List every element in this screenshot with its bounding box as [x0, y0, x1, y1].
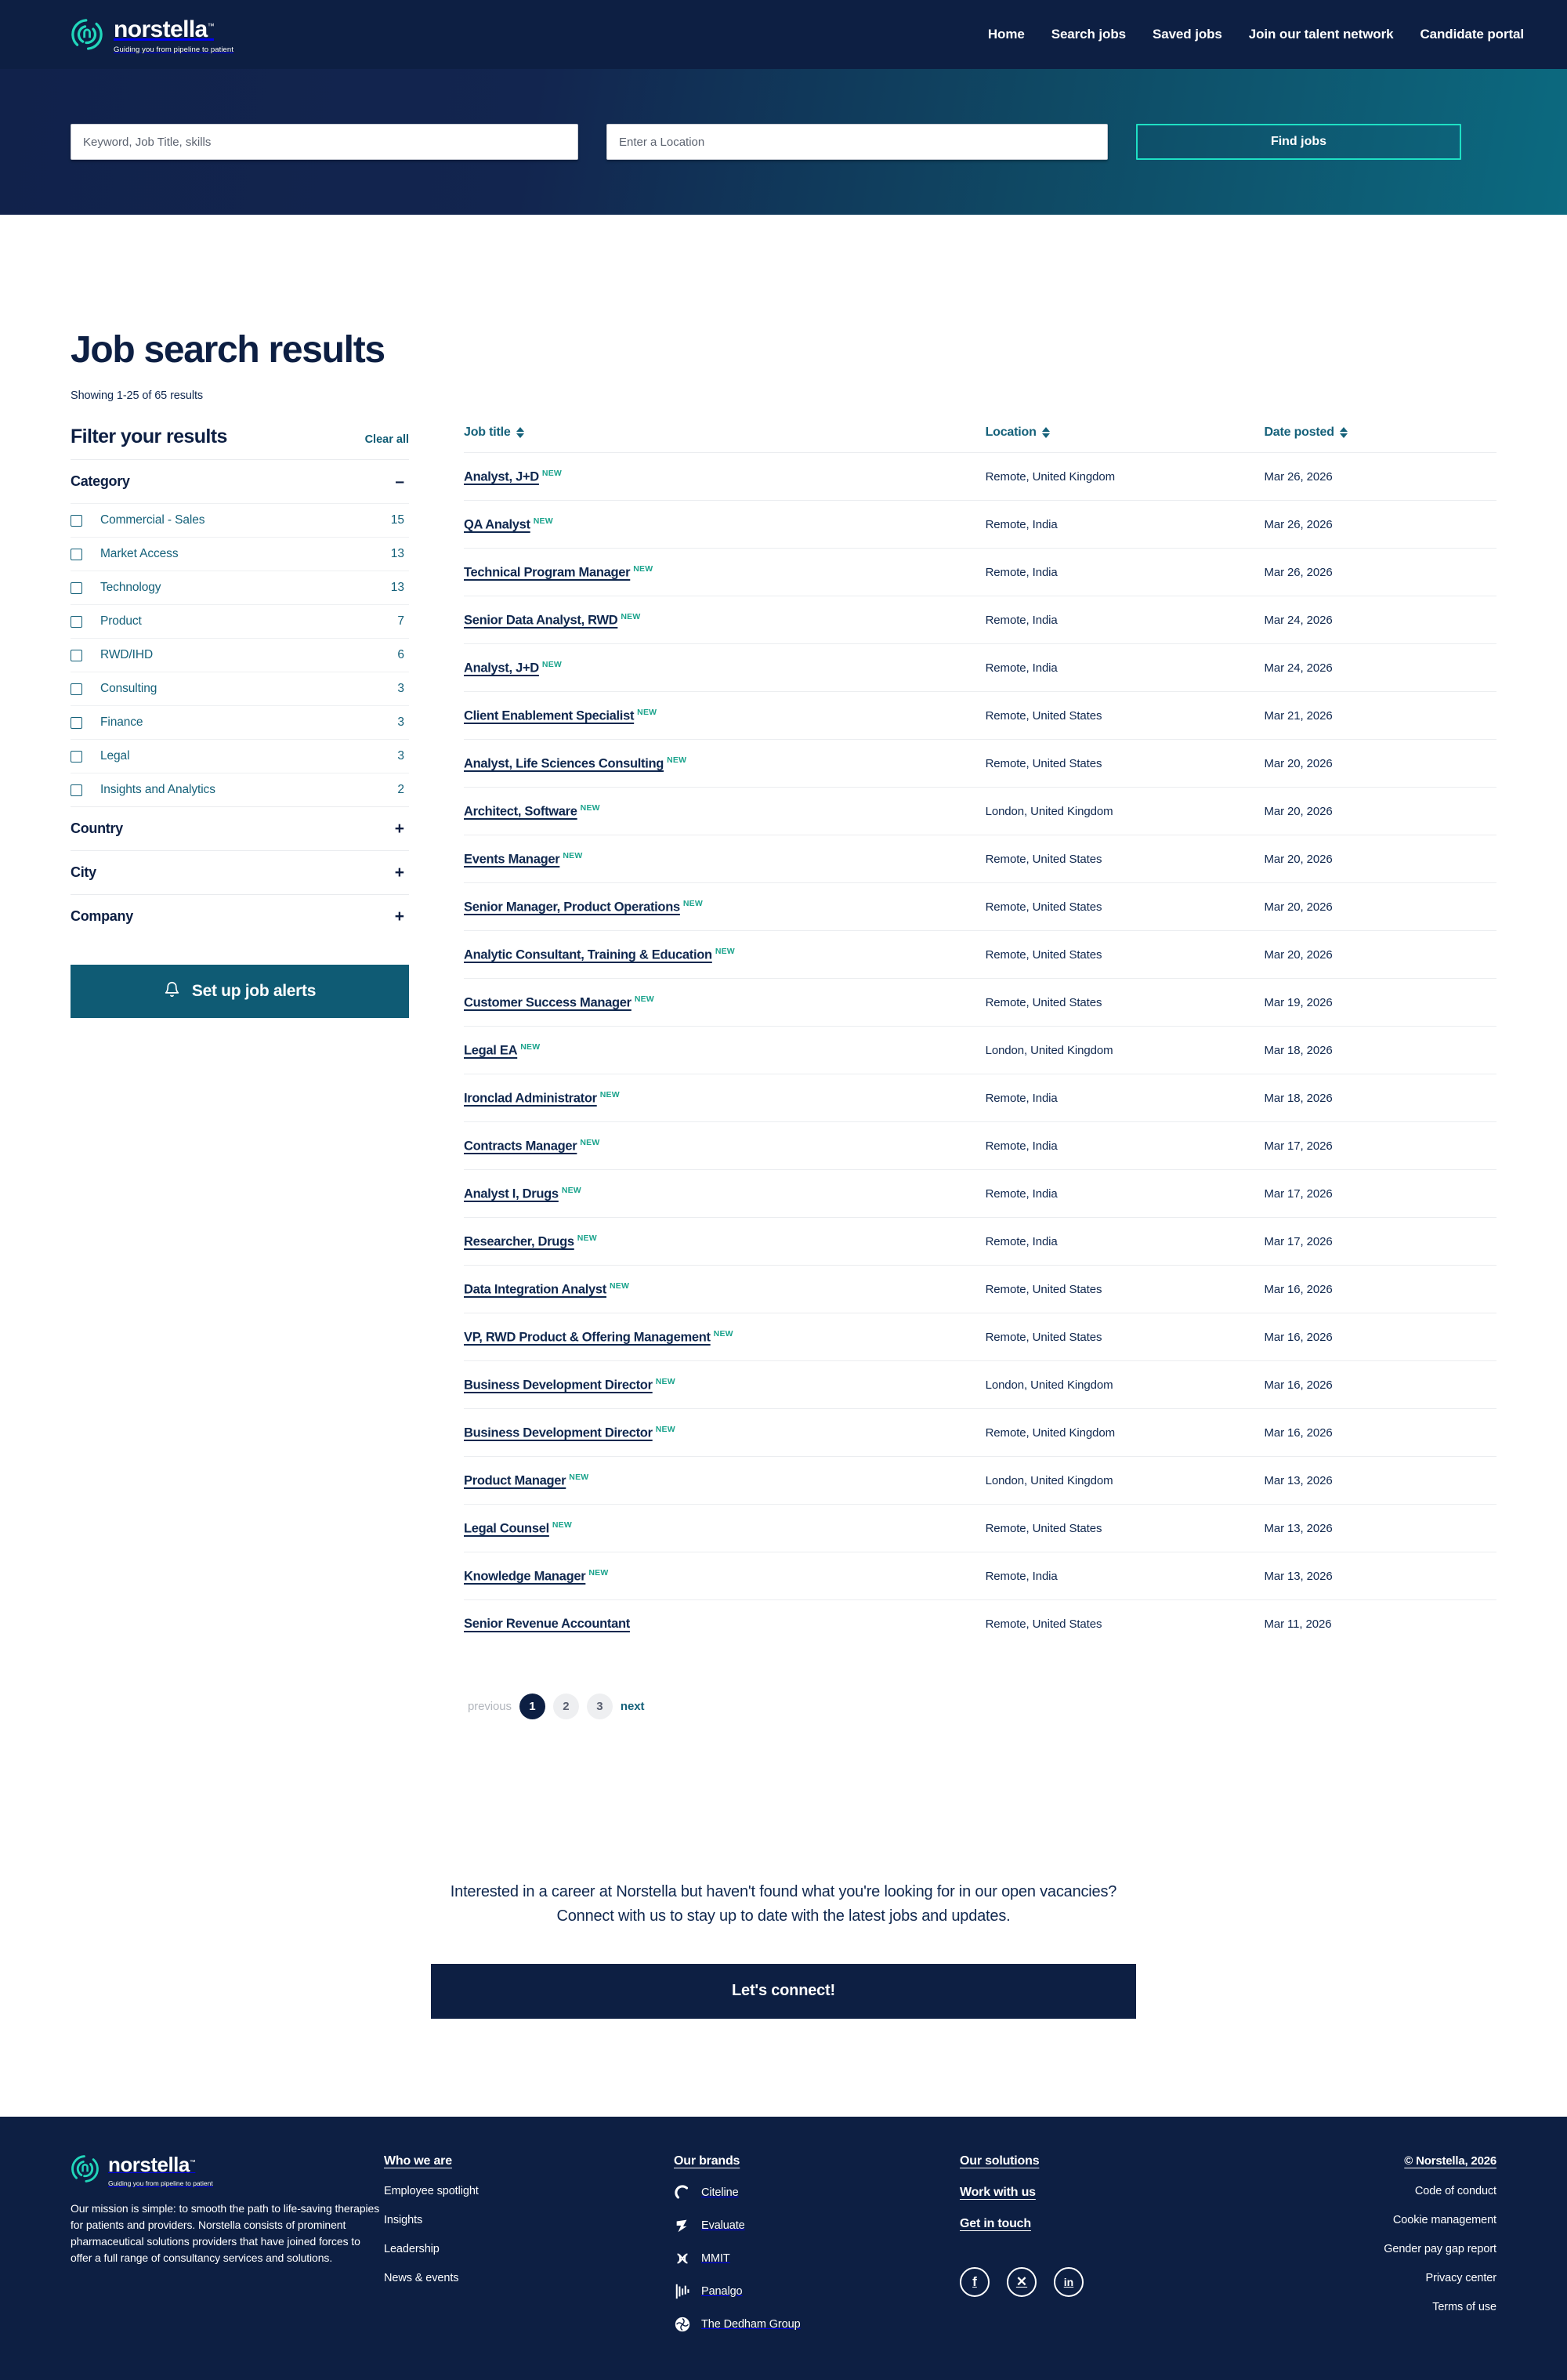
facet-option-rwd-ihd[interactable]: [71, 638, 409, 672]
cell-date-posted: Mar 17, 2026: [1264, 1218, 1496, 1266]
category-options-list: [71, 503, 409, 806]
facet-option-count: 13: [390, 547, 404, 560]
cell-date-posted: Mar 18, 2026: [1264, 1074, 1496, 1122]
job-title-link[interactable]: Events Manager: [464, 852, 560, 867]
table-row: [464, 835, 1496, 883]
job-title-link[interactable]: Legal Counsel: [464, 1521, 549, 1536]
lets-connect-button[interactable]: Let's connect!: [431, 1964, 1136, 2019]
cell-location: Remote, India: [986, 549, 1265, 596]
cell-job-title: [464, 740, 986, 788]
cell-date-posted: Mar 26, 2026: [1264, 549, 1496, 596]
footer-mission-text: Our mission is simple: to smooth the path to life-saving therapies for patients and providers. Norstella consists of prominent pharmaceutical solutions providers that have joined forces to offer a full range of consultancy services and solutions.: [71, 2201, 380, 2264]
search-keyword-input[interactable]: [83, 136, 566, 149]
search-location-input[interactable]: [619, 136, 1095, 149]
trademark-symbol: ™: [207, 22, 215, 30]
main-nav-links: [975, 27, 1537, 42]
checkbox-icon[interactable]: [71, 751, 82, 763]
new-badge: NEW: [577, 1233, 597, 1243]
cell-date-posted: Mar 16, 2026: [1264, 1313, 1496, 1361]
job-title-link[interactable]: QA Analyst: [464, 517, 530, 532]
table-row: [464, 1600, 1496, 1648]
facet-header-country[interactable]: [71, 806, 409, 850]
footer-about-column: [71, 2154, 384, 2333]
clear-all-filters-link[interactable]: Clear all: [364, 433, 409, 446]
cell-job-title: [464, 1170, 986, 1218]
new-badge: NEW: [633, 563, 653, 574]
new-badge: NEW: [634, 994, 654, 1004]
cell-location: London, United Kingdom: [986, 1361, 1265, 1409]
cell-location: London, United Kingdom: [986, 788, 1265, 835]
facet-option-legal[interactable]: [71, 739, 409, 773]
new-badge: NEW: [552, 1520, 572, 1530]
facet-option-insights-analytics[interactable]: [71, 773, 409, 806]
page-body: [0, 328, 1567, 2019]
footer-link-code-of-conduct[interactable]: Code of conduct: [1414, 2184, 1496, 2197]
facet-option-technology[interactable]: [71, 571, 409, 604]
cta-description: Interested in a career at Norstella but haven't found what you're looking for in our open vacancies? Connect with us to stay up to date with the latest jobs and updates.: [450, 1882, 1117, 1925]
nav-item-home[interactable]: Home: [987, 27, 1025, 42]
page-title: Job search results: [71, 329, 385, 371]
cell-job-title: [464, 1266, 986, 1313]
footer-copyright[interactable]: © Norstella, 2026: [1404, 2154, 1496, 2168]
job-title-link[interactable]: Technical Program Manager: [464, 565, 631, 580]
job-title-link[interactable]: Analyst I, Drugs: [464, 1186, 559, 1201]
cell-job-title: [464, 1361, 986, 1409]
cell-date-posted: Mar 13, 2026: [1264, 1552, 1496, 1600]
cell-job-title: [464, 644, 986, 692]
footer-brand-citeline[interactable]: [674, 2184, 960, 2201]
table-row: [464, 501, 1496, 549]
cell-location: Remote, United Kingdom: [986, 1409, 1265, 1457]
job-title-link[interactable]: Senior Data Analyst, RWD: [464, 613, 618, 628]
cell-date-posted: Mar 20, 2026: [1264, 788, 1496, 835]
cell-date-posted: Mar 17, 2026: [1264, 1170, 1496, 1218]
new-badge: NEW: [561, 1185, 581, 1195]
footer-our-brands-column: [674, 2154, 960, 2333]
cell-date-posted: Mar 16, 2026: [1264, 1361, 1496, 1409]
location-search-field[interactable]: [606, 124, 1108, 160]
table-row: [464, 788, 1496, 835]
bell-icon: [164, 981, 180, 1002]
cell-job-title: [464, 1505, 986, 1552]
footer-brand-mmit[interactable]: [674, 2250, 960, 2267]
cell-job-title: [464, 453, 986, 501]
cell-location: London, United Kingdom: [986, 1457, 1265, 1505]
job-title-link[interactable]: Senior Manager, Product Operations: [464, 900, 680, 915]
cell-job-title: [464, 596, 986, 644]
facet-option-count: 6: [397, 648, 404, 661]
new-badge: NEW: [599, 1089, 620, 1099]
norstella-logo-icon: [71, 2154, 100, 2183]
job-title-link[interactable]: Ironclad Administrator: [464, 1091, 597, 1106]
cell-date-posted: Mar 20, 2026: [1264, 883, 1496, 931]
hero-search-bar: [0, 69, 1567, 215]
footer-heading-our-brands[interactable]: Our brands: [674, 2154, 740, 2168]
cell-location: Remote, United States: [986, 1600, 1265, 1648]
new-badge: NEW: [541, 659, 563, 669]
keyword-search-field[interactable]: [71, 124, 578, 160]
table-header-row: [464, 426, 1496, 453]
pagination-next[interactable]: next: [620, 1699, 645, 1713]
cell-date-posted: Mar 16, 2026: [1264, 1409, 1496, 1457]
cell-job-title: [464, 501, 986, 549]
cell-job-title: [464, 979, 986, 1027]
table-row: [464, 1505, 1496, 1552]
facet-option-label: RWD/IHD: [100, 648, 154, 661]
checkbox-icon[interactable]: [71, 784, 82, 796]
facet-option-consulting[interactable]: [71, 672, 409, 705]
job-title-link[interactable]: Researcher, Drugs: [464, 1234, 574, 1249]
job-title-link[interactable]: Knowledge Manager: [464, 1569, 586, 1584]
footer-brand-name: Citeline: [701, 2186, 739, 2199]
footer-brand-name: The Dedham Group: [701, 2317, 801, 2331]
footer-legal-column: [1336, 2154, 1496, 2333]
site-footer: [0, 2117, 1567, 2380]
job-title-link[interactable]: Analyst, Life Sciences Consulting: [464, 756, 664, 771]
cell-location: Remote, United States: [986, 740, 1265, 788]
table-row: [464, 1218, 1496, 1266]
facet-option-label: Commercial - Sales: [100, 513, 205, 527]
find-jobs-button[interactable]: Find jobs: [1136, 124, 1461, 160]
footer-brand-tagline: Guiding you from pipeline to patient: [108, 2179, 213, 2187]
nav-item-saved-jobs[interactable]: Saved jobs: [1152, 27, 1222, 42]
cell-location: Remote, India: [986, 1170, 1265, 1218]
filter-header: [71, 426, 409, 459]
nav-item-search-jobs[interactable]: Search jobs: [1051, 27, 1126, 42]
cell-date-posted: Mar 24, 2026: [1264, 596, 1496, 644]
facet-option-product[interactable]: [71, 604, 409, 638]
cell-date-posted: Mar 19, 2026: [1264, 979, 1496, 1027]
footer-solutions-column: [960, 2154, 1336, 2333]
cell-location: Remote, India: [986, 596, 1265, 644]
cell-date-posted: Mar 26, 2026: [1264, 501, 1496, 549]
table-row: [464, 1074, 1496, 1122]
plus-icon: +: [394, 864, 404, 882]
job-title-link[interactable]: VP, RWD Product & Offering Management: [464, 1330, 711, 1345]
facet-option-label: Consulting: [100, 682, 157, 695]
job-title-link[interactable]: Client Enablement Specialist: [464, 708, 635, 723]
brand-tagline: Guiding you from pipeline to patient: [114, 45, 234, 54]
pagination-page-3[interactable]: 3: [587, 1694, 613, 1719]
cell-location: London, United Kingdom: [986, 1027, 1265, 1074]
facet-label-category: Category: [71, 473, 130, 489]
top-navigation-bar: [0, 0, 1567, 69]
pagination: [464, 1694, 1496, 1719]
facet-header-company[interactable]: [71, 894, 409, 938]
dedham-icon: [674, 2316, 691, 2333]
sort-by-date-posted[interactable]: [1264, 426, 1347, 440]
facet-option-market-access[interactable]: [71, 537, 409, 571]
cell-location: Remote, United States: [986, 931, 1265, 979]
footer-link-insights[interactable]: Insights: [384, 2213, 423, 2226]
footer-who-we-are-column: [384, 2154, 674, 2333]
cell-date-posted: Mar 26, 2026: [1264, 453, 1496, 501]
cell-job-title: [464, 1313, 986, 1361]
new-badge: NEW: [715, 946, 735, 956]
footer-link-terms-of-use[interactable]: Terms of use: [1432, 2300, 1496, 2313]
cell-location: Remote, United Kingdom: [986, 453, 1265, 501]
column-label: Job title: [464, 426, 511, 439]
footer-heading-get-in-touch[interactable]: Get in touch: [960, 2216, 1031, 2230]
cell-date-posted: Mar 11, 2026: [1264, 1600, 1496, 1648]
footer-link-employee-spotlight[interactable]: Employee spotlight: [384, 2184, 479, 2197]
table-row: [464, 1361, 1496, 1409]
cell-job-title: [464, 1027, 986, 1074]
job-results-table: [464, 426, 1496, 1648]
norstella-logo-icon: [71, 18, 103, 51]
new-badge: NEW: [569, 1472, 589, 1482]
connect-cta-section: [71, 1719, 1496, 2019]
sort-by-location[interactable]: [986, 426, 1050, 440]
new-badge: NEW: [621, 611, 641, 621]
cell-job-title: [464, 1600, 986, 1648]
cell-job-title: [464, 692, 986, 740]
table-row: [464, 549, 1496, 596]
cell-location: Remote, United States: [986, 979, 1265, 1027]
new-badge: NEW: [682, 898, 703, 908]
facet-option-label: Insights and Analytics: [100, 783, 215, 796]
job-title-link[interactable]: Business Development Director: [464, 1378, 653, 1393]
set-up-job-alerts-button[interactable]: [71, 965, 409, 1018]
footer-link-privacy-center[interactable]: Privacy center: [1425, 2271, 1496, 2284]
facet-option-count: 7: [397, 614, 404, 628]
cell-location: Remote, India: [986, 644, 1265, 692]
new-badge: NEW: [637, 707, 657, 717]
site-logo-link[interactable]: [71, 15, 233, 54]
cell-date-posted: Mar 13, 2026: [1264, 1505, 1496, 1552]
table-row: [464, 1266, 1496, 1313]
facet-option-count: 3: [397, 749, 404, 763]
job-title-link[interactable]: Data Integration Analyst: [464, 1282, 606, 1297]
checkbox-icon[interactable]: [71, 616, 82, 628]
job-rows-container: [464, 453, 1496, 1648]
cell-location: Remote, United States: [986, 1505, 1265, 1552]
table-row: [464, 692, 1496, 740]
cell-location: Remote, India: [986, 1074, 1265, 1122]
footer-link-news-events[interactable]: News & events: [384, 2271, 459, 2284]
job-title-link[interactable]: Customer Success Manager: [464, 995, 632, 1010]
checkbox-icon[interactable]: [71, 717, 82, 729]
footer-logo-link[interactable]: [71, 2154, 384, 2187]
panalgo-icon: [674, 2283, 691, 2300]
facet-option-count: 3: [397, 682, 404, 695]
facet-option-count: 13: [390, 581, 404, 594]
results-count-text: Showing 1-25 of 65 results: [71, 389, 204, 402]
cell-job-title: [464, 1552, 986, 1600]
x-twitter-icon[interactable]: ✕: [1007, 2267, 1037, 2297]
table-row: [464, 979, 1496, 1027]
filter-sidebar: [71, 426, 409, 1018]
table-row: [464, 740, 1496, 788]
new-badge: NEW: [520, 1041, 541, 1052]
job-title-link[interactable]: Legal EA: [464, 1043, 518, 1058]
cell-date-posted: Mar 17, 2026: [1264, 1122, 1496, 1170]
cell-location: Remote, United States: [986, 835, 1265, 883]
footer-brand-evaluate[interactable]: [674, 2217, 960, 2234]
brand-wordmark: norstella™: [114, 16, 215, 42]
facet-option-count: 15: [390, 513, 404, 527]
mmit-icon: [674, 2250, 691, 2267]
facet-header-city[interactable]: [71, 850, 409, 894]
checkbox-icon[interactable]: [71, 582, 82, 594]
new-badge: NEW: [588, 1567, 609, 1578]
job-title-link[interactable]: Analytic Consultant, Training & Education: [464, 947, 712, 962]
facebook-icon[interactable]: f: [960, 2267, 990, 2297]
sort-arrows-icon: [1340, 427, 1348, 438]
table-row: [464, 883, 1496, 931]
job-title-link[interactable]: Senior Revenue Accountant: [464, 1616, 630, 1631]
nav-item-candidate-portal[interactable]: Candidate portal: [1420, 27, 1524, 42]
pagination-previous[interactable]: previous: [468, 1699, 512, 1713]
cell-date-posted: Mar 16, 2026: [1264, 1266, 1496, 1313]
minus-icon: –: [395, 473, 404, 491]
trademark-symbol: ™: [189, 2157, 196, 2165]
new-badge: NEW: [713, 1328, 733, 1339]
cell-job-title: [464, 788, 986, 835]
footer-brand-wordmark: norstella™: [108, 2152, 196, 2176]
facet-option-label: Legal: [100, 749, 130, 763]
sort-by-job-title[interactable]: [464, 426, 524, 440]
cell-date-posted: Mar 20, 2026: [1264, 740, 1496, 788]
cell-location: Remote, India: [986, 501, 1265, 549]
table-row: [464, 596, 1496, 644]
new-badge: NEW: [609, 1281, 630, 1291]
new-badge: NEW: [541, 468, 563, 478]
column-label: Date posted: [1264, 426, 1334, 439]
table-row: [464, 1027, 1496, 1074]
filter-panel-title: Filter your results: [71, 426, 227, 447]
plus-icon: +: [394, 907, 404, 926]
table-row: [464, 1122, 1496, 1170]
facet-header-category[interactable]: [71, 459, 409, 503]
facet-option-label: Market Access: [100, 547, 179, 560]
cell-location: Remote, United States: [986, 692, 1265, 740]
column-header-date-posted: [1264, 426, 1496, 453]
table-row: [464, 453, 1496, 501]
new-badge: NEW: [655, 1424, 675, 1434]
facet-label-country: Country: [71, 821, 123, 836]
cell-location: Remote, India: [986, 1218, 1265, 1266]
cell-job-title: [464, 1218, 986, 1266]
facet-option-label: Product: [100, 614, 142, 628]
cell-date-posted: Mar 20, 2026: [1264, 931, 1496, 979]
job-title-link[interactable]: Contracts Manager: [464, 1139, 577, 1154]
facet-option-count: 2: [397, 783, 404, 796]
cell-location: Remote, India: [986, 1122, 1265, 1170]
footer-heading-who-we-are[interactable]: Who we are: [384, 2154, 452, 2168]
job-title-link[interactable]: Architect, Software: [464, 804, 577, 819]
cell-location: Remote, United States: [986, 1266, 1265, 1313]
cell-date-posted: Mar 24, 2026: [1264, 644, 1496, 692]
cell-location: Remote, India: [986, 1552, 1265, 1600]
cell-job-title: [464, 1074, 986, 1122]
table-row: [464, 931, 1496, 979]
linkedin-icon[interactable]: in: [1054, 2267, 1084, 2297]
facet-option-commercial-sales[interactable]: [71, 503, 409, 537]
job-title-link[interactable]: Analyst, J+D: [464, 661, 539, 676]
table-row: [464, 644, 1496, 692]
job-title-link[interactable]: Product Manager: [464, 1473, 566, 1488]
table-row: [464, 1170, 1496, 1218]
footer-brand-name: Panalgo: [701, 2284, 743, 2298]
new-badge: NEW: [580, 1137, 600, 1147]
social-links: [960, 2267, 1336, 2297]
footer-link-cookie-management[interactable]: Cookie management: [1392, 2213, 1496, 2226]
job-results-section: [464, 426, 1496, 1719]
footer-link-leadership[interactable]: Leadership: [384, 2242, 440, 2255]
pagination-page-2[interactable]: 2: [553, 1694, 579, 1719]
nav-item-talent-network[interactable]: Join our talent network: [1248, 27, 1394, 42]
new-badge: NEW: [533, 516, 553, 526]
job-title-link[interactable]: Analyst, J+D: [464, 469, 539, 484]
table-row: [464, 1313, 1496, 1361]
facet-option-label: Finance: [100, 715, 143, 729]
citeline-icon: [674, 2184, 691, 2201]
cell-date-posted: Mar 21, 2026: [1264, 692, 1496, 740]
cell-job-title: [464, 883, 986, 931]
facet-option-label: Technology: [100, 581, 161, 594]
facet-label-city: City: [71, 864, 96, 880]
new-badge: NEW: [667, 755, 687, 765]
column-label: Location: [985, 426, 1037, 439]
footer-heading-our-solutions[interactable]: Our solutions: [960, 2154, 1040, 2168]
table-row: [464, 1457, 1496, 1505]
cell-job-title: [464, 1409, 986, 1457]
footer-brand-name: Evaluate: [701, 2219, 745, 2232]
cell-job-title: [464, 1122, 986, 1170]
column-header-location: [986, 426, 1265, 453]
cell-job-title: [464, 931, 986, 979]
facet-option-finance[interactable]: [71, 705, 409, 739]
cell-date-posted: Mar 20, 2026: [1264, 835, 1496, 883]
cell-date-posted: Mar 13, 2026: [1264, 1457, 1496, 1505]
plus-icon: +: [394, 820, 404, 838]
footer-brand-dedham-group[interactable]: [674, 2316, 960, 2333]
cell-location: Remote, United States: [986, 883, 1265, 931]
checkbox-icon[interactable]: [71, 683, 82, 695]
facet-label-company: Company: [71, 908, 133, 924]
footer-brand-name: MMIT: [701, 2251, 730, 2265]
column-header-job-title: [464, 426, 986, 453]
facet-option-count: 3: [397, 715, 404, 729]
checkbox-icon[interactable]: [71, 549, 82, 560]
job-alerts-label: Set up job alerts: [191, 982, 317, 1000]
new-badge: NEW: [580, 802, 600, 813]
checkbox-icon[interactable]: [71, 650, 82, 661]
cell-location: Remote, United States: [986, 1313, 1265, 1361]
new-badge: NEW: [563, 850, 583, 860]
cell-date-posted: Mar 18, 2026: [1264, 1027, 1496, 1074]
sort-arrows-icon: [1042, 427, 1050, 438]
table-row: [464, 1409, 1496, 1457]
cell-job-title: [464, 1457, 986, 1505]
cell-job-title: [464, 835, 986, 883]
sort-arrows-icon: [516, 427, 524, 438]
new-badge: NEW: [655, 1376, 675, 1386]
job-title-link[interactable]: Business Development Director: [464, 1425, 653, 1440]
footer-link-gender-pay-gap-report[interactable]: Gender pay gap report: [1384, 2242, 1496, 2255]
table-row: [464, 1552, 1496, 1600]
pagination-page-1[interactable]: 1: [519, 1694, 545, 1719]
footer-heading-work-with-us[interactable]: Work with us: [960, 2185, 1036, 2199]
cell-job-title: [464, 549, 986, 596]
checkbox-icon[interactable]: [71, 515, 82, 527]
footer-brand-panalgo[interactable]: [674, 2283, 960, 2300]
evaluate-icon: [674, 2217, 691, 2234]
